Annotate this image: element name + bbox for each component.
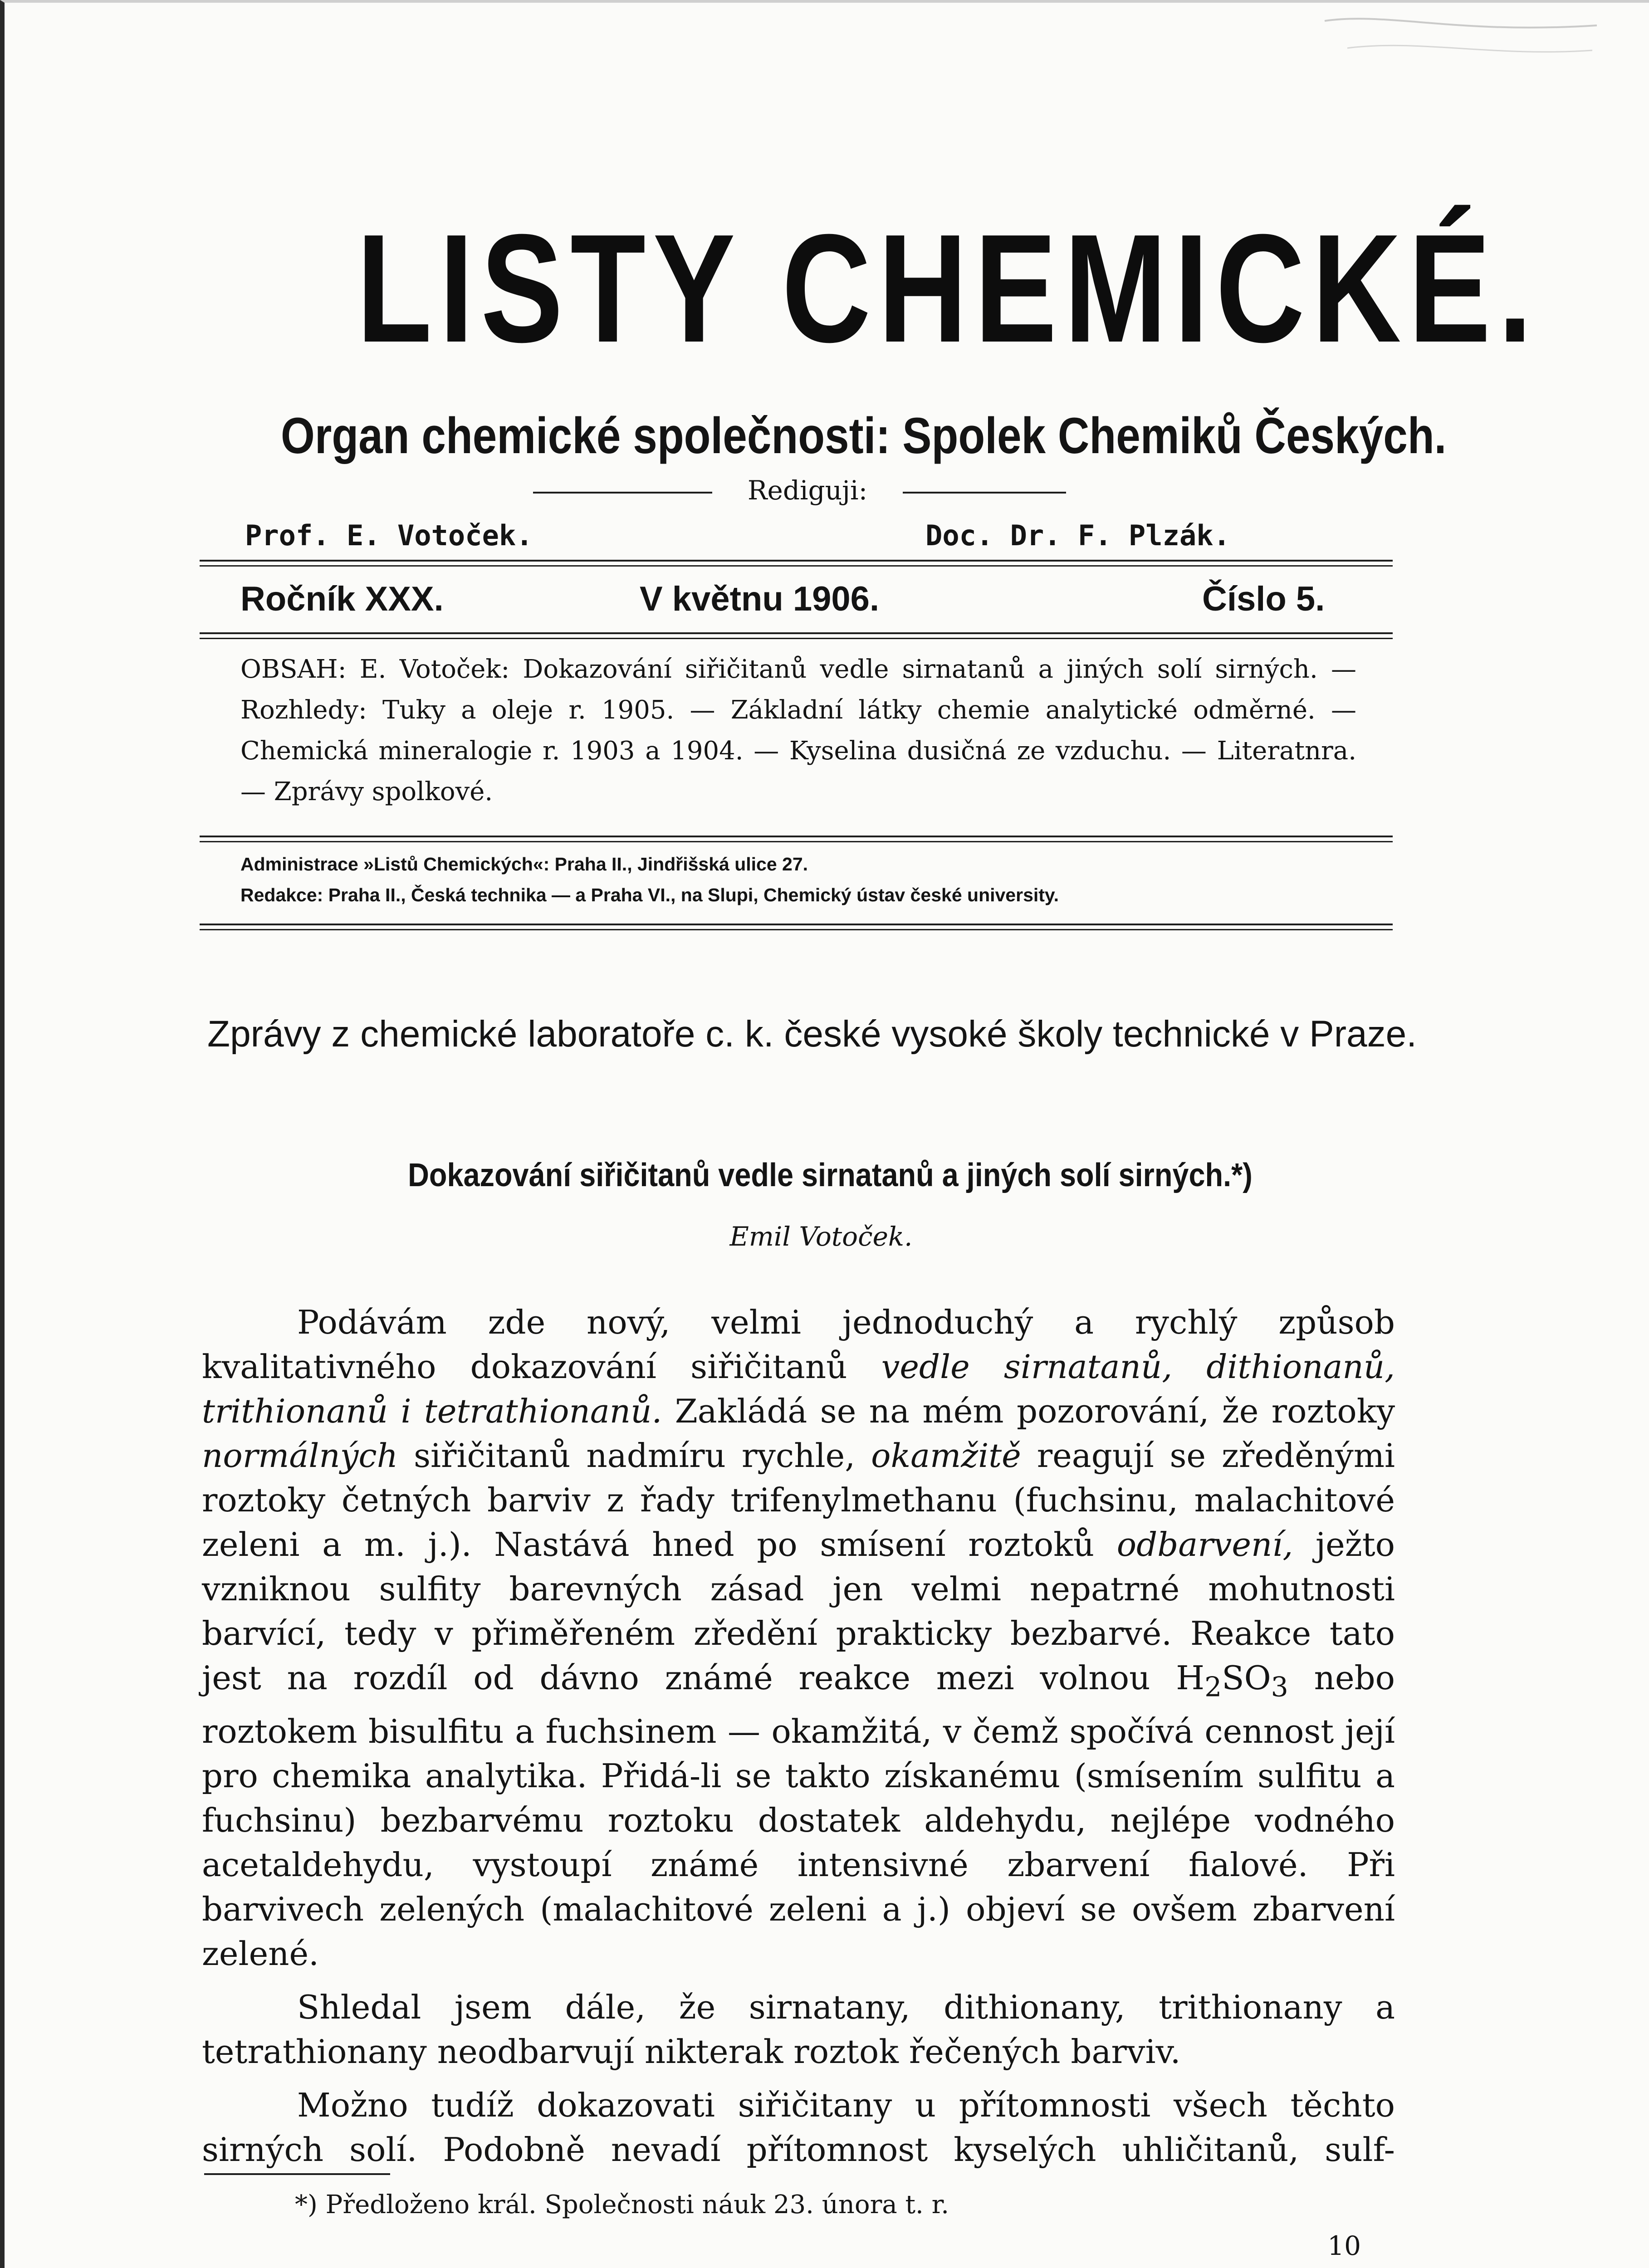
- issue-rule-bottom-2: [200, 638, 1393, 639]
- p1-subscript-1: 2: [1204, 1671, 1222, 1703]
- rediguji-rule-left: [533, 492, 712, 494]
- rediguji-rule-right: [903, 492, 1066, 494]
- p1-italic-f: okamžitě: [871, 1437, 1021, 1475]
- issue-date: V květnu 1906.: [640, 580, 880, 618]
- article-author: Emil Votoček.: [729, 1221, 913, 1252]
- administration-block: [240, 849, 1384, 910]
- editorial-address: Redakce: Praha II., Česká technika — a Praha VI., na Slupi, Chemický ústav české university.: [240, 885, 1059, 905]
- issue-rule-bottom: [200, 632, 1393, 634]
- p1-text-g: reagují se zředěnými roztoky četných barviv z řady trifenylmethanu (fuchsinu, malachitové zeleni a m. j.). Nastává hned po smísení roztoků: [202, 1437, 1395, 1564]
- p1-text-c: Zakládá se na mém pozorování, že roztoky: [662, 1392, 1395, 1430]
- admin-rule-top-2: [200, 841, 1393, 842]
- issue-volume: Ročník XXX.: [240, 580, 444, 618]
- journal-title: LISTY CHEMICKÉ.: [357, 202, 1540, 375]
- p1-italic-d: normálných: [202, 1437, 398, 1475]
- p1-text-a: Podávám zde nový, velmi jednoduchý a rychlý způsob kvalitativného dokazování siřičitanů: [202, 1303, 1395, 1386]
- scan-edge-mark: [1320, 7, 1601, 80]
- masthead-rule-top-2: [200, 565, 1393, 567]
- editor-right: Doc. Dr. F. Plzák.: [925, 519, 1230, 552]
- paragraph-2: Shledal jsem dále, že sirnatany, dithionany, trithionany a tetrathionany neodbarvují nikterak roztok řečených barviv.: [202, 1988, 1395, 2071]
- p1-text-k: nebo roztokem bisulfitu a fuchsinem — okamžitá, v čemž spočívá cennost její pro chemika analytika. Přidá-li se takto získanému (smísením sulfitu a fuchsinu) bezbarvému roztoku dostatek aldehydu, nejlépe vodného acetaldehydu, vystoupí známé intensivné zbarvení fialové. Při barvivech zelených (malachitové zeleni a j.) objeví se ovšem zbarvení zelené.: [202, 1659, 1395, 1973]
- journal-subtitle: Organ chemické společnosti: Spolek Chemiků Českých.: [281, 407, 1447, 464]
- editor-left: Prof. E. Votoček.: [245, 519, 533, 552]
- paragraph-3: Možno tudíž dokazovati siřičitany u přítomnosti všech těchto sirných solí. Podobně nevadí přítomnost kyselých uhličitanů, sulf-: [202, 2086, 1395, 2169]
- article-heading: Dokazování siřičitanů vedle sirnatanů a jiných solí sirných.*): [408, 1157, 1253, 1193]
- rediguji-label: Rediguji:: [747, 475, 868, 506]
- administration-address: Administrace »Listů Chemických«: Praha II., Jindřišská ulice 27.: [240, 854, 808, 875]
- issue-number: Číslo 5.: [1202, 580, 1325, 618]
- admin-rule-bottom-2: [200, 929, 1393, 930]
- admin-rule-bottom: [200, 924, 1393, 925]
- p1-text-j: SO: [1222, 1659, 1271, 1697]
- p1-italic-b: vedle sirnatanů, dithionanů, trithionanů i tetrathionanů.: [202, 1348, 1395, 1430]
- page-number: 10: [1327, 2230, 1361, 2261]
- p1-italic-h: odbarvení,: [1116, 1525, 1293, 1564]
- paragraph-1: [202, 1300, 1395, 1976]
- article-title: Zprávy z chemické laboratoře c. k. české vysoké školy technické v Praze.: [207, 1013, 1417, 1055]
- table-of-contents: OBSAH: E. Votoček: Dokazování siřičitanů vedle sirnatanů a jiných solí sirných. — Rozhledy: Tuky a oleje r. 1905. — Základní látky chemie analytické odměrné. — Chemická mineralogie r. 1903 a 1904. — Kyselina dusičná ze vzduchu. — Literatnra. — Zprávy spolkové.: [240, 655, 1356, 807]
- footnote: *) Předloženo král. Společnosti náuk 23. února t. r.: [295, 2190, 949, 2219]
- p1-text-i: ježto vzniknou sulfity barevných zásad jen velmi nepatrné mohutnosti barvící, tedy v přiměřeném zředění prakticky bezbarvé. Reakce tato jest na rozdíl od dávno známé reakce mezi volnou H: [202, 1525, 1395, 1697]
- footnote-rule: [204, 2173, 390, 2175]
- masthead-rule-top: [200, 560, 1393, 562]
- p1-text-e: siřičitanů nadmíru rychle,: [398, 1437, 871, 1475]
- p1-subscript-2: 3: [1271, 1671, 1288, 1703]
- article-body: [202, 1300, 1395, 2181]
- admin-rule-top: [200, 836, 1393, 837]
